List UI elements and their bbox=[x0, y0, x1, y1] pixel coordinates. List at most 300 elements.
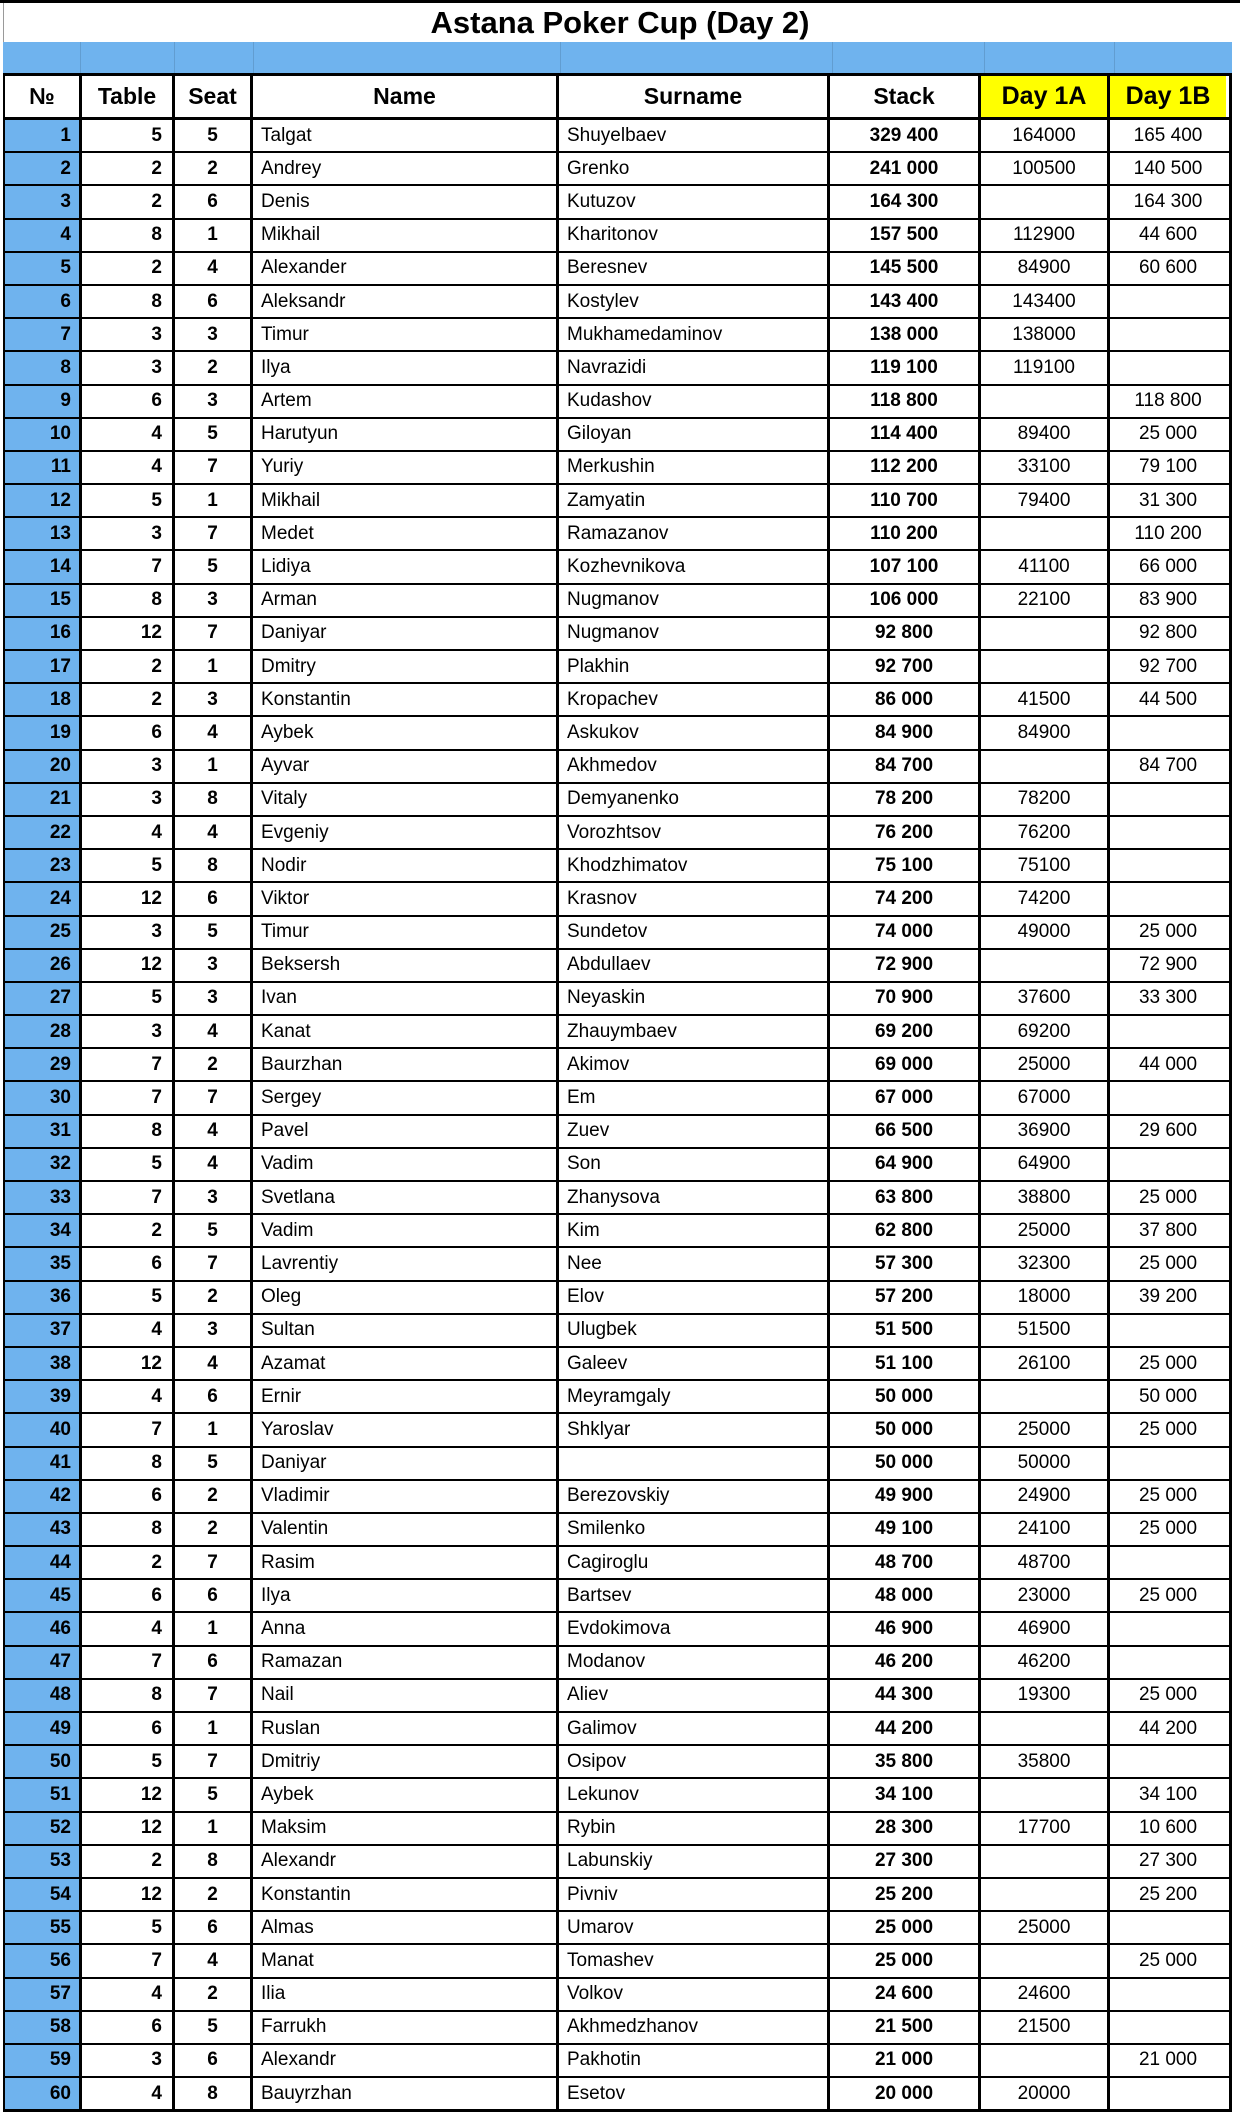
cell-rank: 41 bbox=[5, 1448, 82, 1479]
cell-rank: 22 bbox=[5, 817, 82, 848]
cell-stack: 69 200 bbox=[830, 1016, 981, 1047]
cell-table: 4 bbox=[82, 817, 175, 848]
table-row bbox=[5, 352, 1229, 385]
cell-surname: Akhmedov bbox=[559, 751, 830, 782]
cell-rank: 54 bbox=[5, 1879, 82, 1910]
cell-stack: 34 100 bbox=[830, 1779, 981, 1810]
cell-day1b: 50 000 bbox=[1138, 1385, 1198, 1407]
cell-day1a bbox=[981, 1381, 1110, 1412]
cell-seat: 5 bbox=[175, 1448, 253, 1479]
cell-day1b: 72 900 bbox=[1138, 954, 1198, 976]
cell-stack: 25 000 bbox=[830, 1945, 981, 1976]
cell-surname: Ramazanov bbox=[559, 518, 830, 549]
cell-seat: 6 bbox=[175, 1580, 253, 1611]
band-cell bbox=[833, 42, 985, 73]
cell-table: 8 bbox=[82, 1448, 175, 1479]
cell-table: 2 bbox=[82, 1215, 175, 1246]
cell-day1b bbox=[1110, 1912, 1226, 1943]
cell-surname: Kozhevnikova bbox=[559, 551, 830, 582]
cell-surname: Galimov bbox=[559, 1713, 830, 1744]
cell-table: 6 bbox=[82, 1713, 175, 1744]
cell-day1b bbox=[1110, 2012, 1226, 2043]
table-row bbox=[5, 1448, 1229, 1481]
cell-day1b: 165 400 bbox=[1133, 124, 1203, 146]
cell-day1b: 25 000 bbox=[1138, 1252, 1198, 1274]
table-row bbox=[5, 452, 1229, 485]
cell-table: 3 bbox=[82, 518, 175, 549]
cell-day1b: 25 000 bbox=[1138, 1186, 1198, 1208]
cell-day1b: 60 600 bbox=[1138, 257, 1198, 279]
cell-day1a: 69200 bbox=[981, 1016, 1110, 1047]
cell-day1a: 49000 bbox=[981, 917, 1110, 948]
cell-day1b bbox=[1110, 883, 1226, 914]
cell-surname: Cagiroglu bbox=[559, 1547, 830, 1578]
cell-table: 8 bbox=[82, 1514, 175, 1545]
cell-stack: 74 000 bbox=[830, 917, 981, 948]
cell-day1b: 25 000 bbox=[1138, 1684, 1198, 1706]
cell-table: 2 bbox=[82, 186, 175, 217]
table-row bbox=[5, 1680, 1229, 1713]
cell-rank: 24 bbox=[5, 883, 82, 914]
cell-name: Rasim bbox=[253, 1547, 559, 1578]
cell-table: 5 bbox=[82, 850, 175, 881]
cell-table: 6 bbox=[82, 1580, 175, 1611]
cell-day1b: 33 300 bbox=[1138, 987, 1198, 1009]
cell-rank: 51 bbox=[5, 1779, 82, 1810]
cell-table: 6 bbox=[82, 386, 175, 417]
cell-seat: 8 bbox=[175, 2078, 253, 2109]
cell-surname: Giloyan bbox=[559, 419, 830, 450]
cell-stack: 27 300 bbox=[830, 1846, 981, 1877]
cell-name: Yuriy bbox=[253, 452, 559, 483]
cell-stack: 145 500 bbox=[830, 253, 981, 284]
cell-day1a: 51500 bbox=[981, 1315, 1110, 1346]
cell-day1a: 37600 bbox=[981, 983, 1110, 1014]
cell-day1b bbox=[1110, 1746, 1226, 1777]
cell-day1a: 89400 bbox=[981, 419, 1110, 450]
cell-name: Aybek bbox=[253, 717, 559, 748]
table-row bbox=[5, 485, 1229, 518]
cell-table: 5 bbox=[82, 983, 175, 1014]
table-row bbox=[5, 518, 1229, 551]
cell-name: Ayvar bbox=[253, 751, 559, 782]
cell-surname: Kim bbox=[559, 1215, 830, 1246]
cell-rank: 13 bbox=[5, 518, 82, 549]
cell-stack: 50 000 bbox=[830, 1381, 981, 1412]
cell-surname: Mukhamedaminov bbox=[559, 319, 830, 350]
cell-day1a: 46200 bbox=[981, 1647, 1110, 1678]
cell-day1b: 10 600 bbox=[1138, 1817, 1198, 1839]
cell-stack: 241 000 bbox=[830, 153, 981, 184]
cell-day1b: 25 000 bbox=[1138, 1418, 1198, 1440]
cell-stack: 76 200 bbox=[830, 817, 981, 848]
cell-rank: 32 bbox=[5, 1149, 82, 1180]
table-row bbox=[5, 1713, 1229, 1746]
cell-day1a: 25000 bbox=[981, 1215, 1110, 1246]
cell-seat: 1 bbox=[175, 651, 253, 682]
cell-surname: Pakhotin bbox=[559, 2045, 830, 2076]
cell-name: Sergey bbox=[253, 1082, 559, 1113]
cell-day1a: 35800 bbox=[981, 1746, 1110, 1777]
cell-surname: Son bbox=[559, 1149, 830, 1180]
cell-surname: Osipov bbox=[559, 1746, 830, 1777]
cell-table: 5 bbox=[82, 485, 175, 516]
cell-surname: Merkushin bbox=[559, 452, 830, 483]
cell-rank: 40 bbox=[5, 1414, 82, 1445]
cell-table: 5 bbox=[82, 120, 175, 151]
cell-name: Daniyar bbox=[253, 618, 559, 649]
cell-surname: Neyaskin bbox=[559, 983, 830, 1014]
cell-stack: 84 700 bbox=[830, 751, 981, 782]
cell-seat: 2 bbox=[175, 1879, 253, 1910]
cell-seat: 2 bbox=[175, 153, 253, 184]
table-row bbox=[5, 1082, 1229, 1115]
cell-seat: 4 bbox=[175, 1116, 253, 1147]
cell-day1b: 25 000 bbox=[1138, 1485, 1198, 1507]
cell-stack: 72 900 bbox=[830, 950, 981, 981]
cell-day1b: 44 600 bbox=[1138, 224, 1198, 246]
cell-day1a bbox=[981, 1879, 1110, 1910]
cell-day1a: 78200 bbox=[981, 784, 1110, 815]
table-row bbox=[5, 651, 1229, 684]
table-row bbox=[5, 1779, 1229, 1812]
cell-surname: Kharitonov bbox=[559, 220, 830, 251]
cell-day1b: 164 300 bbox=[1133, 190, 1203, 212]
cell-stack: 49 100 bbox=[830, 1514, 981, 1545]
cell-name: Konstantin bbox=[253, 1879, 559, 1910]
cell-surname: Kutuzov bbox=[559, 186, 830, 217]
cell-rank: 33 bbox=[5, 1182, 82, 1213]
cell-table: 2 bbox=[82, 684, 175, 715]
cell-rank: 11 bbox=[5, 452, 82, 483]
cell-stack: 84 900 bbox=[830, 717, 981, 748]
table-row bbox=[5, 551, 1229, 584]
table-row bbox=[5, 1481, 1229, 1514]
cell-rank: 20 bbox=[5, 751, 82, 782]
cell-stack: 74 200 bbox=[830, 883, 981, 914]
cell-stack: 63 800 bbox=[830, 1182, 981, 1213]
cell-seat: 3 bbox=[175, 684, 253, 715]
cell-day1a: 75100 bbox=[981, 850, 1110, 881]
cell-surname: Akhmedzhanov bbox=[559, 2012, 830, 2043]
cell-seat: 6 bbox=[175, 1381, 253, 1412]
cell-table: 7 bbox=[82, 1049, 175, 1080]
cell-seat: 2 bbox=[175, 1481, 253, 1512]
cell-table: 3 bbox=[82, 319, 175, 350]
cell-surname: Em bbox=[559, 1082, 830, 1113]
cell-name: Valentin bbox=[253, 1514, 559, 1545]
cell-day1a bbox=[981, 1779, 1110, 1810]
cell-name: Alexandr bbox=[253, 1846, 559, 1877]
cell-table: 4 bbox=[82, 1315, 175, 1346]
cell-day1a: 112900 bbox=[981, 220, 1110, 251]
cell-day1b: 118 800 bbox=[1134, 390, 1202, 412]
table-body bbox=[5, 120, 1229, 2109]
cell-stack: 114 400 bbox=[830, 419, 981, 450]
cell-rank: 19 bbox=[5, 717, 82, 748]
table-row bbox=[5, 1248, 1229, 1281]
cell-rank: 8 bbox=[5, 352, 82, 383]
cell-table: 8 bbox=[82, 585, 175, 616]
cell-day1a: 74200 bbox=[981, 883, 1110, 914]
cell-stack: 50 000 bbox=[830, 1414, 981, 1445]
cell-surname: Navrazidi bbox=[559, 352, 830, 383]
cell-surname: Nugmanov bbox=[559, 618, 830, 649]
cell-rank: 5 bbox=[5, 253, 82, 284]
cell-day1b: 92 800 bbox=[1138, 622, 1198, 644]
table-row bbox=[5, 1315, 1229, 1348]
column-header-surname: Surname bbox=[559, 76, 830, 117]
table-row bbox=[5, 684, 1229, 717]
cell-rank: 56 bbox=[5, 1945, 82, 1976]
cell-table: 2 bbox=[82, 153, 175, 184]
cell-surname: Kostylev bbox=[559, 286, 830, 317]
cell-rank: 15 bbox=[5, 585, 82, 616]
cell-surname: Kudashov bbox=[559, 386, 830, 417]
cell-rank: 44 bbox=[5, 1547, 82, 1578]
cell-seat: 7 bbox=[175, 518, 253, 549]
cell-seat: 4 bbox=[175, 717, 253, 748]
cell-table: 6 bbox=[82, 717, 175, 748]
cell-day1b bbox=[1110, 784, 1226, 815]
cell-day1a: 41500 bbox=[981, 684, 1110, 715]
cell-table: 12 bbox=[82, 618, 175, 649]
cell-table: 12 bbox=[82, 1348, 175, 1379]
cell-surname: Vorozhtsov bbox=[559, 817, 830, 848]
table-row bbox=[5, 1979, 1229, 2012]
cell-stack: 28 300 bbox=[830, 1813, 981, 1844]
cell-rank: 35 bbox=[5, 1248, 82, 1279]
table-row bbox=[5, 1613, 1229, 1646]
cell-table: 8 bbox=[82, 1680, 175, 1711]
cell-stack: 44 200 bbox=[830, 1713, 981, 1744]
cell-rank: 34 bbox=[5, 1215, 82, 1246]
table-row bbox=[5, 950, 1229, 983]
cell-day1a: 36900 bbox=[981, 1116, 1110, 1147]
cell-stack: 143 400 bbox=[830, 286, 981, 317]
cell-seat: 1 bbox=[175, 1713, 253, 1744]
cell-rank: 3 bbox=[5, 186, 82, 217]
cell-table: 3 bbox=[82, 352, 175, 383]
cell-table: 7 bbox=[82, 551, 175, 582]
table-row bbox=[5, 717, 1229, 750]
table-row bbox=[5, 1215, 1229, 1248]
cell-surname: Berezovskiy bbox=[559, 1481, 830, 1512]
cell-seat: 3 bbox=[175, 1182, 253, 1213]
table-row bbox=[5, 1945, 1229, 1978]
cell-name: Lidiya bbox=[253, 551, 559, 582]
cell-day1a: 25000 bbox=[981, 1049, 1110, 1080]
cell-name: Harutyun bbox=[253, 419, 559, 450]
cell-stack: 67 000 bbox=[830, 1082, 981, 1113]
cell-name: Timur bbox=[253, 917, 559, 948]
cell-rank: 31 bbox=[5, 1116, 82, 1147]
cell-surname: Lekunov bbox=[559, 1779, 830, 1810]
cell-day1b: 66 000 bbox=[1138, 556, 1198, 578]
cell-rank: 46 bbox=[5, 1613, 82, 1644]
cell-seat: 1 bbox=[175, 1414, 253, 1445]
cell-day1a bbox=[981, 1713, 1110, 1744]
table-row bbox=[5, 1912, 1229, 1945]
cell-rank: 45 bbox=[5, 1580, 82, 1611]
cell-stack: 57 200 bbox=[830, 1282, 981, 1313]
cell-stack: 66 500 bbox=[830, 1116, 981, 1147]
cell-stack: 25 200 bbox=[830, 1879, 981, 1910]
table-row bbox=[5, 1381, 1229, 1414]
table-row bbox=[5, 2045, 1229, 2078]
cell-day1a: 46900 bbox=[981, 1613, 1110, 1644]
cell-stack: 64 900 bbox=[830, 1149, 981, 1180]
cell-table: 2 bbox=[82, 651, 175, 682]
cell-surname: Modanov bbox=[559, 1647, 830, 1678]
cell-seat: 2 bbox=[175, 1514, 253, 1545]
cell-seat: 4 bbox=[175, 253, 253, 284]
cell-seat: 5 bbox=[175, 551, 253, 582]
cell-table: 7 bbox=[82, 1414, 175, 1445]
cell-seat: 6 bbox=[175, 883, 253, 914]
cell-day1a: 164000 bbox=[981, 120, 1110, 151]
cell-day1a bbox=[981, 386, 1110, 417]
cell-seat: 7 bbox=[175, 618, 253, 649]
cell-day1a: 79400 bbox=[981, 485, 1110, 516]
table-row bbox=[5, 153, 1229, 186]
cell-name: Pavel bbox=[253, 1116, 559, 1147]
table-row bbox=[5, 253, 1229, 286]
cell-day1a bbox=[981, 651, 1110, 682]
cell-name: Talgat bbox=[253, 120, 559, 151]
table-row bbox=[5, 751, 1229, 784]
cell-seat: 4 bbox=[175, 1149, 253, 1180]
cell-rank: 60 bbox=[5, 2078, 82, 2109]
cell-seat: 2 bbox=[175, 352, 253, 383]
cell-name: Evgeniy bbox=[253, 817, 559, 848]
cell-table: 12 bbox=[82, 1879, 175, 1910]
cell-day1a bbox=[981, 1846, 1110, 1877]
cell-surname: Esetov bbox=[559, 2078, 830, 2109]
cell-day1b bbox=[1110, 319, 1226, 350]
cell-seat: 3 bbox=[175, 950, 253, 981]
cell-rank: 27 bbox=[5, 983, 82, 1014]
cell-surname: Pivniv bbox=[559, 1879, 830, 1910]
cell-stack: 25 000 bbox=[830, 1912, 981, 1943]
cell-name: Dmitriy bbox=[253, 1746, 559, 1777]
cell-name: Aybek bbox=[253, 1779, 559, 1810]
cell-stack: 35 800 bbox=[830, 1746, 981, 1777]
cell-rank: 52 bbox=[5, 1813, 82, 1844]
cell-rank: 16 bbox=[5, 618, 82, 649]
table-row bbox=[5, 419, 1229, 452]
cell-seat: 1 bbox=[175, 751, 253, 782]
cell-day1a: 119100 bbox=[981, 352, 1110, 383]
cell-name: Mikhail bbox=[253, 485, 559, 516]
column-header-seat: Seat bbox=[175, 76, 253, 117]
cell-seat: 5 bbox=[175, 1779, 253, 1810]
table-row bbox=[5, 120, 1229, 153]
cell-day1b: 37 800 bbox=[1138, 1219, 1198, 1241]
cell-seat: 5 bbox=[175, 917, 253, 948]
cell-stack: 21 500 bbox=[830, 2012, 981, 2043]
cell-day1b bbox=[1110, 1547, 1226, 1578]
cell-rank: 55 bbox=[5, 1912, 82, 1943]
cell-day1a: 76200 bbox=[981, 817, 1110, 848]
cell-day1a: 48700 bbox=[981, 1547, 1110, 1578]
cell-table: 4 bbox=[82, 1979, 175, 2010]
cell-rank: 6 bbox=[5, 286, 82, 317]
cell-seat: 8 bbox=[175, 1846, 253, 1877]
cell-day1a: 24900 bbox=[981, 1481, 1110, 1512]
cell-name: Nail bbox=[253, 1680, 559, 1711]
cell-day1b: 25 000 bbox=[1138, 1949, 1198, 1971]
cell-seat: 5 bbox=[175, 2012, 253, 2043]
cell-table: 4 bbox=[82, 2078, 175, 2109]
table-row bbox=[5, 1348, 1229, 1381]
cell-day1b bbox=[1110, 1613, 1226, 1644]
cell-table: 8 bbox=[82, 286, 175, 317]
cell-day1a: 18000 bbox=[981, 1282, 1110, 1313]
cell-rank: 2 bbox=[5, 153, 82, 184]
cell-surname: Demyanenko bbox=[559, 784, 830, 815]
cell-surname: Askukov bbox=[559, 717, 830, 748]
cell-surname: Zuev bbox=[559, 1116, 830, 1147]
cell-name: Alexandr bbox=[253, 2045, 559, 2076]
column-header-stack: Stack bbox=[830, 76, 981, 117]
cell-stack: 112 200 bbox=[830, 452, 981, 483]
table-row bbox=[5, 220, 1229, 253]
table-row bbox=[5, 1879, 1229, 1912]
cell-day1a: 25000 bbox=[981, 1912, 1110, 1943]
cell-seat: 5 bbox=[175, 120, 253, 151]
cell-stack: 78 200 bbox=[830, 784, 981, 815]
cell-day1b bbox=[1110, 1979, 1226, 2010]
table-row bbox=[5, 319, 1229, 352]
cell-day1b: 29 600 bbox=[1138, 1120, 1198, 1142]
cell-stack: 110 200 bbox=[830, 518, 981, 549]
cell-table: 12 bbox=[82, 1779, 175, 1810]
cell-name: Aleksandr bbox=[253, 286, 559, 317]
table-row bbox=[5, 1149, 1229, 1182]
cell-table: 5 bbox=[82, 1746, 175, 1777]
cell-seat: 2 bbox=[175, 1049, 253, 1080]
cell-surname: Evdokimova bbox=[559, 1613, 830, 1644]
cell-stack: 164 300 bbox=[830, 186, 981, 217]
cell-rank: 48 bbox=[5, 1680, 82, 1711]
cell-day1b: 92 700 bbox=[1138, 655, 1198, 677]
band-cell bbox=[985, 42, 1115, 73]
cell-stack: 157 500 bbox=[830, 220, 981, 251]
column-header-table: Table bbox=[82, 76, 175, 117]
cell-day1b bbox=[1110, 717, 1226, 748]
cell-stack: 110 700 bbox=[830, 485, 981, 516]
cell-day1b bbox=[1110, 817, 1226, 848]
cell-day1b: 44 200 bbox=[1138, 1717, 1198, 1739]
cell-seat: 6 bbox=[175, 2045, 253, 2076]
cell-surname: Rybin bbox=[559, 1813, 830, 1844]
cell-table: 7 bbox=[82, 1182, 175, 1213]
cell-surname: Nugmanov bbox=[559, 585, 830, 616]
table-row bbox=[5, 1580, 1229, 1613]
cell-rank: 28 bbox=[5, 1016, 82, 1047]
cell-rank: 43 bbox=[5, 1514, 82, 1545]
cell-name: Ilia bbox=[253, 1979, 559, 2010]
cell-table: 7 bbox=[82, 1647, 175, 1678]
cell-day1b: 44 500 bbox=[1138, 688, 1198, 710]
cell-rank: 25 bbox=[5, 917, 82, 948]
cell-stack: 44 300 bbox=[830, 1680, 981, 1711]
cell-surname: Grenko bbox=[559, 153, 830, 184]
table-row bbox=[5, 186, 1229, 219]
cell-seat: 2 bbox=[175, 1979, 253, 2010]
cell-name: Dmitry bbox=[253, 651, 559, 682]
